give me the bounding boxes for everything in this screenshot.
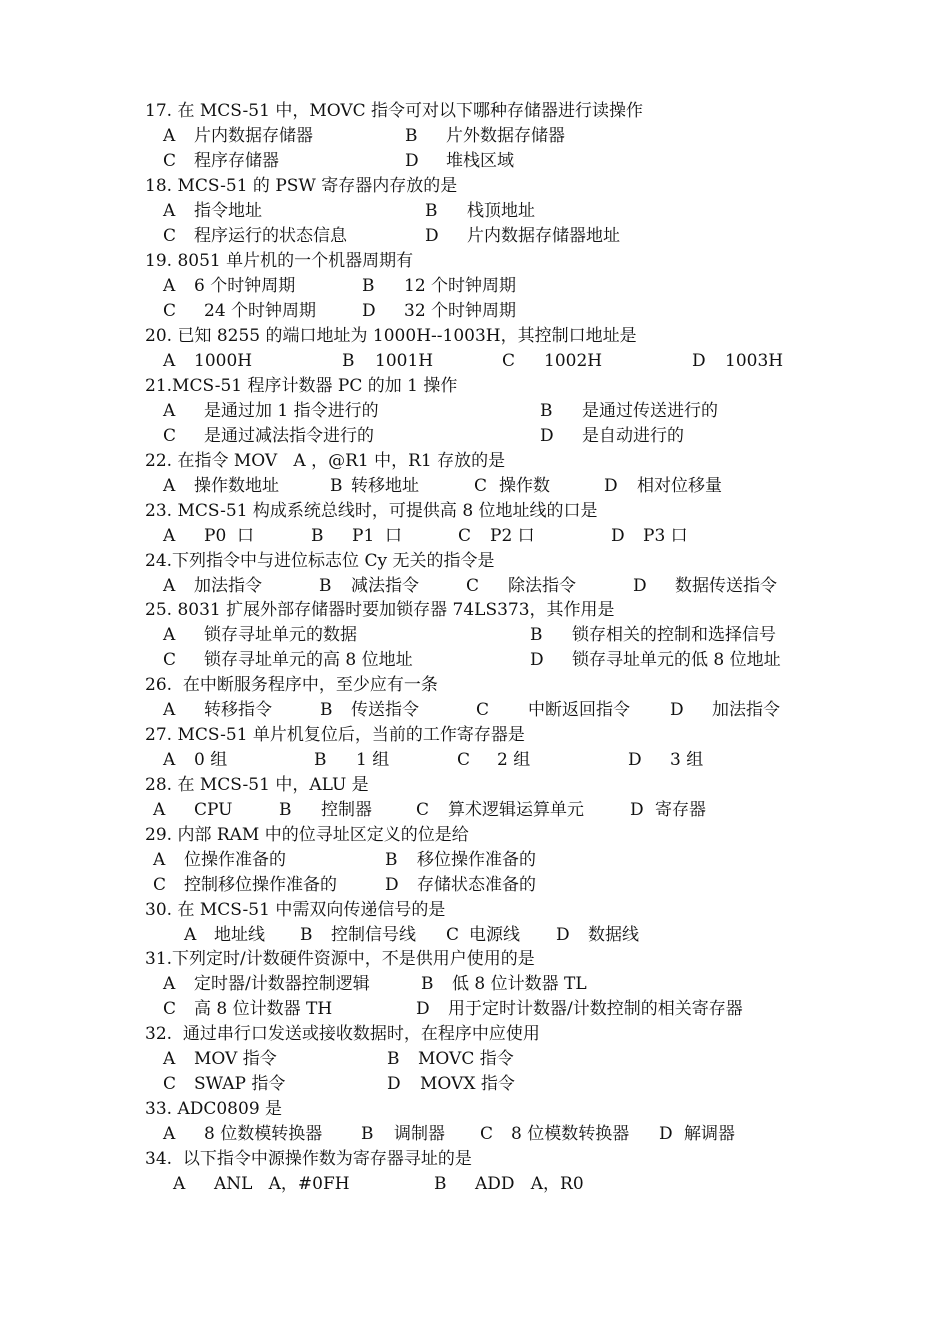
question-22: 22. 在指令 MOV A ，@R1 中，R1 存放的是 <box>145 451 506 471</box>
option-text: 2 组 <box>497 750 531 770</box>
option-text: 12 个时钟周期 <box>404 276 517 296</box>
option-text: 8 位数模转换器 <box>204 1124 323 1144</box>
option-letter: C <box>480 1124 494 1144</box>
option-letter: C <box>163 650 177 670</box>
option-letter: D <box>362 301 376 321</box>
question-24: 24.下列指令中与进位标志位 Cy 无关的指令是 <box>145 551 495 571</box>
option-text: 指令地址 <box>194 201 262 221</box>
question-20: 20. 已知 8255 的端口地址为 1000H--1003H，其控制口地址是 <box>145 326 637 346</box>
option-letter: B <box>311 526 324 546</box>
option-text: 调制器 <box>394 1124 445 1144</box>
option-letter: B <box>300 925 313 945</box>
option-letter: D <box>633 576 647 596</box>
option-letter: C <box>474 476 488 496</box>
question-23: 23. MCS-51 构成系统总线时，可提供高 8 位地址线的口是 <box>145 501 598 521</box>
question-33: 33. ADC0809 是 <box>145 1099 283 1119</box>
option-text: ANL A，#0FH <box>214 1174 350 1194</box>
option-text: 锁存寻址单元的低 8 位地址 <box>572 650 781 670</box>
option-text: CPU <box>194 800 233 820</box>
option-letter: C <box>458 526 472 546</box>
option-letter: B <box>342 351 355 371</box>
option-letter: B <box>320 700 333 720</box>
option-letter: C <box>466 576 480 596</box>
option-letter: B <box>540 401 553 421</box>
option-letter: C <box>476 700 490 720</box>
option-letter: C <box>163 426 177 446</box>
option-text: P3 口 <box>643 526 688 546</box>
question-32: 32. 通过串行口发送或接收数据时，在程序中应使用 <box>145 1024 540 1044</box>
option-letter: B <box>421 974 434 994</box>
option-text: 传送指令 <box>351 700 419 720</box>
option-letter: A <box>163 750 176 770</box>
option-letter: A <box>153 800 166 820</box>
option-text: 锁存寻址单元的数据 <box>204 625 357 645</box>
option-letter: D <box>692 351 706 371</box>
option-letter: A <box>153 850 166 870</box>
option-letter: B <box>319 576 332 596</box>
question-25: 25. 8031 扩展外部存储器时要加锁存器 74LS373，其作用是 <box>145 600 615 620</box>
option-letter: D <box>385 875 399 895</box>
option-text: 低 8 位计数器 TL <box>452 974 587 994</box>
option-text: 减法指令 <box>351 576 419 596</box>
question-34: 34. 以下指令中源操作数为寄存器寻址的是 <box>145 1149 472 1169</box>
question-21: 21.MCS-51 程序计数器 PC 的加 1 操作 <box>145 376 458 396</box>
option-text: 位操作准备的 <box>184 850 286 870</box>
option-letter: C <box>457 750 471 770</box>
option-text: 8 位模数转换器 <box>511 1124 630 1144</box>
option-letter: C <box>163 226 177 246</box>
option-text: 24 个时钟周期 <box>204 301 317 321</box>
option-letter: A <box>163 401 176 421</box>
option-letter: C <box>163 151 177 171</box>
option-text: 6 个时钟周期 <box>194 276 296 296</box>
option-text: 加法指令 <box>712 700 780 720</box>
option-letter: D <box>628 750 642 770</box>
option-text: 操作数 <box>499 476 550 496</box>
option-letter: D <box>387 1074 401 1094</box>
option-letter: B <box>314 750 327 770</box>
option-letter: C <box>163 301 177 321</box>
option-text: 地址线 <box>214 925 265 945</box>
question-31: 31.下列定时/计数硬件资源中，不是供用户使用的是 <box>145 949 535 969</box>
option-text: 1000H <box>194 351 253 371</box>
option-letter: D <box>405 151 419 171</box>
option-letter: B <box>530 625 543 645</box>
option-text: 算术逻辑运算单元 <box>448 800 584 820</box>
option-text: 控制移位操作准备的 <box>184 875 337 895</box>
option-letter: A <box>173 1174 186 1194</box>
option-letter: B <box>362 276 375 296</box>
option-letter: A <box>163 526 176 546</box>
option-text: 锁存寻址单元的高 8 位地址 <box>204 650 413 670</box>
option-text: 数据传送指令 <box>675 576 777 596</box>
question-17: 17. 在 MCS-51 中，MOVC 指令可对以下哪种存储器进行读操作 <box>145 101 644 121</box>
option-text: 32 个时钟周期 <box>404 301 517 321</box>
option-letter: B <box>385 850 398 870</box>
option-text: P2 口 <box>490 526 535 546</box>
option-letter: A <box>163 126 176 146</box>
option-text: 片内数据存储器地址 <box>467 226 620 246</box>
question-27: 27. MCS-51 单片机复位后，当前的工作寄存器是 <box>145 725 525 745</box>
option-letter: A <box>163 201 176 221</box>
option-letter: A <box>163 1049 176 1069</box>
option-letter: D <box>425 226 439 246</box>
option-letter: B <box>434 1174 447 1194</box>
option-letter: D <box>659 1124 673 1144</box>
option-letter: A <box>163 974 176 994</box>
option-letter: D <box>416 999 430 1019</box>
option-letter: A <box>163 351 176 371</box>
option-text: SWAP 指令 <box>194 1074 286 1094</box>
option-text: 1 组 <box>356 750 390 770</box>
option-letter: A <box>163 700 176 720</box>
option-text: 转移地址 <box>351 476 419 496</box>
option-text: 是自动进行的 <box>582 426 684 446</box>
option-letter: C <box>446 925 460 945</box>
option-letter: B <box>361 1124 374 1144</box>
question-18: 18. MCS-51 的 PSW 寄存器内存放的是 <box>145 176 458 196</box>
option-letter: A <box>163 476 176 496</box>
option-letter: C <box>502 351 516 371</box>
option-text: 是通过减法指令进行的 <box>204 426 374 446</box>
question-29: 29. 内部 RAM 中的位寻址区定义的位是给 <box>145 825 469 845</box>
option-text: ADD A，R0 <box>475 1174 584 1194</box>
question-30: 30. 在 MCS-51 中需双向传递信号的是 <box>145 900 446 920</box>
option-text: 数据线 <box>588 925 639 945</box>
option-letter: D <box>611 526 625 546</box>
option-text: 解调器 <box>684 1124 735 1144</box>
option-letter: B <box>425 201 438 221</box>
option-text: MOVX 指令 <box>420 1074 515 1094</box>
option-text: 1002H <box>544 351 603 371</box>
option-letter: C <box>163 1074 177 1094</box>
option-letter: B <box>279 800 292 820</box>
option-text: MOVC 指令 <box>418 1049 514 1069</box>
option-letter: D <box>540 426 554 446</box>
option-text: 片内数据存储器 <box>194 126 313 146</box>
option-text: 高 8 位计数器 TH <box>194 999 333 1019</box>
option-text: 栈顶地址 <box>467 201 535 221</box>
option-letter: B <box>405 126 418 146</box>
option-letter: A <box>163 576 176 596</box>
option-text: 锁存相关的控制和选择信号 <box>572 625 776 645</box>
option-letter: C <box>416 800 430 820</box>
option-text: 堆栈区域 <box>446 151 514 171</box>
option-letter: D <box>670 700 684 720</box>
option-text: 加法指令 <box>194 576 262 596</box>
option-text: 控制器 <box>321 800 372 820</box>
option-text: 3 组 <box>670 750 704 770</box>
option-letter: C <box>163 999 177 1019</box>
option-text: 移位操作准备的 <box>417 850 536 870</box>
option-text: 片外数据存储器 <box>446 126 565 146</box>
option-letter: A <box>163 1124 176 1144</box>
option-letter: B <box>330 476 343 496</box>
option-letter: A <box>184 925 197 945</box>
option-letter: D <box>556 925 570 945</box>
option-text: 是通过传送进行的 <box>582 401 718 421</box>
option-letter: D <box>630 800 644 820</box>
option-letter: A <box>163 276 176 296</box>
option-text: 中断返回指令 <box>528 700 630 720</box>
option-text: P0 口 <box>204 526 255 546</box>
option-text: 0 组 <box>194 750 228 770</box>
option-text: P1 口 <box>352 526 403 546</box>
question-19: 19. 8051 单片机的一个机器周期有 <box>145 251 414 271</box>
option-text: 电源线 <box>469 925 520 945</box>
option-text: 相对位移量 <box>637 476 722 496</box>
question-28: 28. 在 MCS-51 中，ALU 是 <box>145 775 369 795</box>
option-letter: C <box>153 875 167 895</box>
option-text: 是通过加 1 指令进行的 <box>204 401 379 421</box>
question-26: 26. 在中断服务程序中，至少应有一条 <box>145 675 438 695</box>
option-letter: D <box>604 476 618 496</box>
option-letter: B <box>387 1049 400 1069</box>
option-text: 用于定时计数器/计数控制的相关寄存器 <box>448 999 743 1019</box>
option-text: 除法指令 <box>508 576 576 596</box>
option-text: 程序存储器 <box>194 151 279 171</box>
option-text: 转移指令 <box>204 700 272 720</box>
option-text: 程序运行的状态信息 <box>194 226 347 246</box>
option-text: MOV 指令 <box>194 1049 277 1069</box>
option-letter: D <box>530 650 544 670</box>
option-letter: A <box>163 625 176 645</box>
option-text: 控制信号线 <box>331 925 416 945</box>
option-text: 操作数地址 <box>194 476 279 496</box>
option-text: 寄存器 <box>655 800 706 820</box>
option-text: 定时器/计数器控制逻辑 <box>194 974 370 994</box>
option-text: 1001H <box>375 351 434 371</box>
option-text: 1003H <box>725 351 784 371</box>
option-text: 存储状态准备的 <box>417 875 536 895</box>
